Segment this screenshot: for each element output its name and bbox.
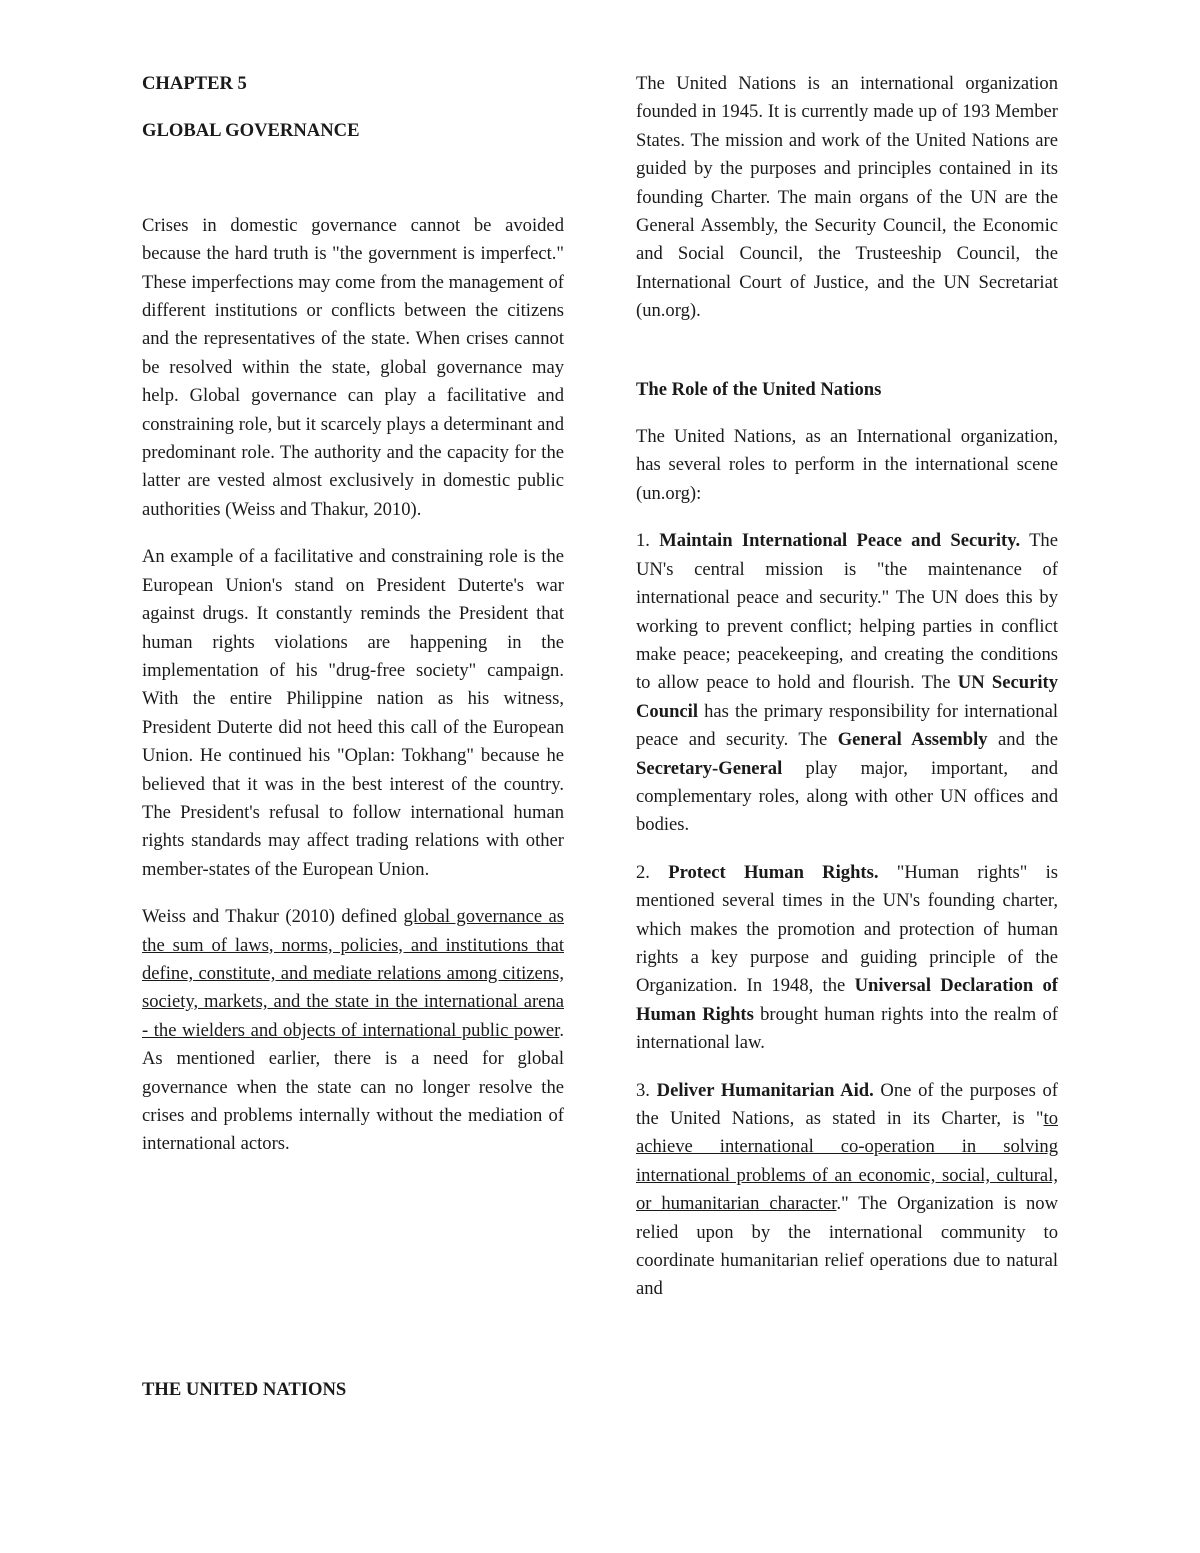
term-security-council: UN Security Council <box>636 672 1058 722</box>
item-title: Maintain International Peace and Security. <box>659 530 1021 552</box>
spacer <box>142 146 564 212</box>
item-text: ." The Organization is now relied upon by the international community to coordinate humanitarian relief operations due to natural and <box>636 1193 1059 1300</box>
term-secretary-general: Secretary-General <box>636 757 783 779</box>
definition-underlined: global governance as the sum of laws, norms, policies, and institutions that define, constitute, and mediate relations among citizens, society, markets, and the state in the international arena - the wielders and objects of international public power <box>142 906 564 1041</box>
item-text: brought human rights into the realm of international law. <box>636 1003 1058 1054</box>
item-title: Protect Human Rights. <box>668 861 879 883</box>
paragraph-definition <box>142 903 564 1159</box>
item-number: 3. <box>636 1079 657 1101</box>
paragraph-crises: Crises in domestic governance cannot be avoided because the hard truth is "the government is imperfect." These imperfections may come from the management of different institutions or conflicts between the citizens and the representatives of the state. When crises cannot be resolved within the state, global governance may help. Global governance can play a facilitative and constraining role, but it scarcely plays a determinant and predominant role. The authority and the capacity for the latter are vested almost exclusively in domestic public authorities (Weiss and Thakur, 2010). <box>142 214 564 520</box>
paragraph-eu-example: An example of a facilitative and constraining role is the European Union's stand on President Duterte's war against drugs. It constantly reminds the President that human rights violations are happening in the implementation of his "drug-free society" campaign. With the entire Philippine nation as his witness, President Duterte did not heed this call of the European Union. He continued his "Oplan: Tokhang" because he believed that it was in the best interest of the country. The President's refusal to follow international human rights standards may affect trading relations with other member-states of the European Union. <box>142 546 564 880</box>
item-text: has the primary responsibility for international peace and security. The <box>636 700 1058 751</box>
item-title: Deliver Humanitarian Aid. <box>656 1079 874 1101</box>
left-column <box>142 70 564 1400</box>
term-udhr: Universal Declaration of Human Rights <box>636 975 1058 1025</box>
chapter-title: GLOBAL GOVERNANCE <box>142 120 360 142</box>
item-text: One of the purposes of the United Nations, as stated in its Charter, is " <box>636 1079 1058 1129</box>
item-text: and the <box>987 729 1059 751</box>
definition-rest: . As mentioned earlier, there is a need for global governance when the state can no longer resolve the crises and problems internally without the mediation of international actors. <box>142 1019 564 1155</box>
paragraph-un-intro: The United Nations is an international organization founded in 1945. It is currently made up of 193 Member States. The mission and work of the United Nations are guided by the purposes and principles contained in its founding Charter. The main organs of the UN are the General Assembly, the Security Council, the Economic and Social Council, the Trusteeship Council, the International Court of Justice, and the UN Secretariat (un.org). <box>636 73 1058 322</box>
item-number: 2. <box>636 861 669 883</box>
section-heading-united-nations: THE UNITED NATIONS <box>142 1379 347 1400</box>
section-heading-role: The Role of the United Nations <box>636 378 882 400</box>
item-number: 1. <box>636 530 660 552</box>
charter-quote: to achieve international co-operation in solving international problems of an economic, social, cultural, or humanitarian character <box>636 1108 1058 1215</box>
list-item-human-rights <box>636 859 1058 1058</box>
item-text: play major, important, and complementary roles, along with other UN offices and bodies. <box>636 757 1058 836</box>
definition-intro: Weiss and Thakur (2010) defined <box>142 906 404 928</box>
term-general-assembly: General Assembly <box>837 729 988 751</box>
paragraph-role-intro: The United Nations, as an International organization, has several roles to perform in the international scene (un.org): <box>636 426 1058 504</box>
list-item-humanitarian-aid <box>636 1077 1058 1304</box>
chapter-label: CHAPTER 5 <box>142 73 247 94</box>
right-column <box>636 70 1058 1323</box>
item-text: "Human rights" is mentioned several times in the UN's founding charter, which makes the promotion and protection of human rights a key purpose and guiding principle of the Organization. In 1948, the <box>636 861 1059 997</box>
item-text: The UN's central mission is "the maintenance of international peace and security." The UN does this by working to prevent conflict; helping parties in conflict make peace; peacekeeping, and creating the conditions to allow peace to hold and flourish. The <box>636 530 1058 694</box>
list-item-peace-security <box>636 527 1058 839</box>
